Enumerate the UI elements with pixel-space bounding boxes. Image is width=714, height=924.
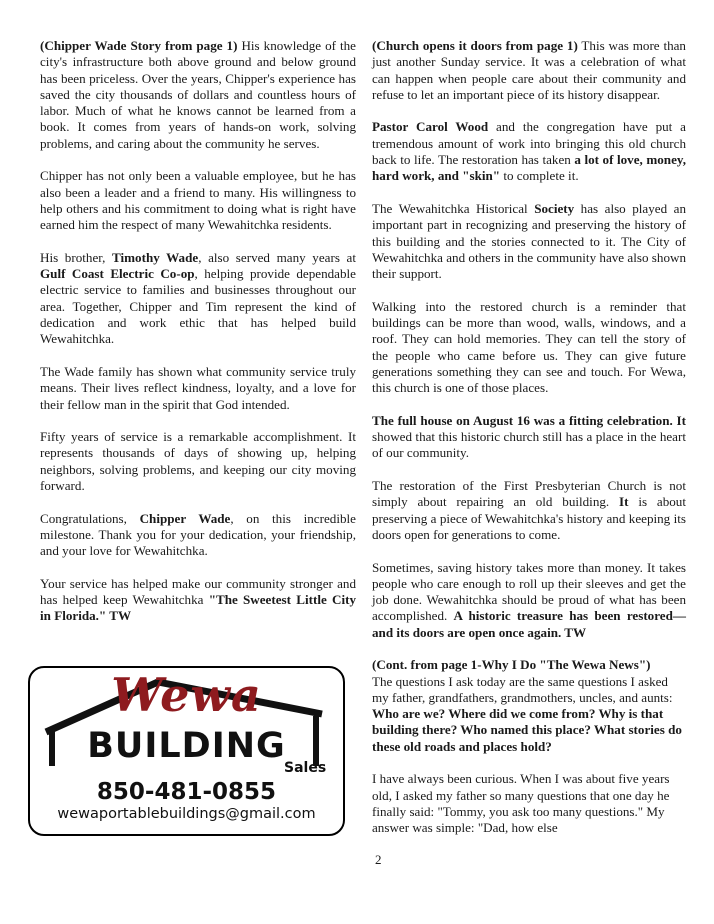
right-column [372,38,686,837]
wewa-news-continuation: (Cont. from page 1-Why I Do "The Wewa News") The questions I ask today are the same questions I asked my father, grandfathers, grandmothers, uncles, and aunts: Who are we? Where did we come from? Why is that building there? Who named this place? What stories do these old roads and places hold? [372,657,682,754]
chipper-story-continuation: (Chipper Wade Story from page 1) His knowledge of the city's infrastructure both above ground and below ground has been priceless. Over the years, Chipper's experience has saved the city thousands of dollars and countless hours of labor. Much of what he knows cannot be learned from a book. It comes from years of hands-on work, solving problems, and caring about the community he serves. [40,38,356,151]
paragraph: Sometimes, saving history takes more than money. It takes people who care enough to roll up their sleeves and get the job done. Wewahitchka should be proud of what has been accomplished. A historic treasure has been restored—and its doors are open once again. TW [372,559,686,640]
paragraph: I have always been curious. When I was about five years old, I asked my father so many questions that one day he finally said: "Tommy, you ask too many questions." My answer was simple: "Dad, how else [372,771,670,836]
paragraph: Congratulations, Chipper Wade, on this incredible milestone. Thank you for your dedication, your friendship, and your love for Wewahitchka. [40,510,356,559]
paragraph: The Wade family has shown what community service truly means. Their lives reflect kindness, loyalty, and a love for their fellow man in the spirit that God intended. [40,363,356,412]
ad-brand: Wewa [111,668,262,722]
paragraph: Your service has helped make our community stronger and has helped keep Wewahitchka "The Sweetest Little City in Florida." TW [40,575,357,624]
paragraph: Pastor Carol Wood and the congregation have put a tremendous amount of work into bringing this old church back to life. The restoration has taken a lot of love, money, hard work, and "skin" to complete it. [372,119,686,184]
left-column [40,38,356,625]
jump-label: (Cont. from page 1-Why I Do "The Wewa News") [372,657,651,673]
ad-email: wewaportablebuildings@gmail.com [57,806,316,822]
paragraph: The full house on August 16 was a fitting celebration. It showed that this historic church still has a place in the heart of our community. [372,412,686,461]
church-story-continuation: (Church opens it doors from page 1) This was more than just another Sunday service. It was a celebration of what can happen when people care about their community and refuse to let an important piece of its history disappear. [372,38,686,102]
paragraph: The restoration of the First Presbyterian Church is not simply about repairing an old building. It is about preserving a piece of Wewahitchka's history and keeping its doors open for generations to come. [372,478,686,542]
paragraph: Walking into the restored church is a reminder that buildings can be more than wood, walls, windows, and a roof. They can hold memories. They can tell the story of the people who came before us. They can give future generations something they can see and touch. For Wewa, this church is one of those places. [372,298,686,396]
page-number: 2 [375,852,382,867]
paragraph: The Wewahitchka Historical Society has also played an important part in recognizing and preserving the history of this building and the stories connected to it. The City of Wewahitchka and others in the community have also shown their support. [372,200,686,282]
wewa-building-ad [28,666,345,836]
jump-label: (Church opens it doors from page 1) [372,38,578,53]
ad-phone: 850-481-0855 [96,779,277,805]
paragraph: His brother, Timothy Wade, also served many years at Gulf Coast Electric Co-op, helping provide dependable electric service to families and businesses throughout our area. Together, Chipper and Tim represent the kind of dedication and work ethic that has helped build Wewahitchka. [40,249,357,347]
ad-building: BUILDING [87,726,286,766]
jump-label: (Chipper Wade Story from page 1) [40,38,238,53]
ad-sales: Sales [284,760,327,776]
paragraph: Chipper has not only been a valuable employee, but he has also been a leader and a friend to many. His willingness to help others and his commitment to doing what is right have earned him the respect of many Wewahitchka residents. [40,168,356,233]
paragraph: Fifty years of service is a remarkable accomplishment. It represents thousands of days of showing up, helping neighbors, solving problems, and keeping our city moving forward. [40,429,356,494]
